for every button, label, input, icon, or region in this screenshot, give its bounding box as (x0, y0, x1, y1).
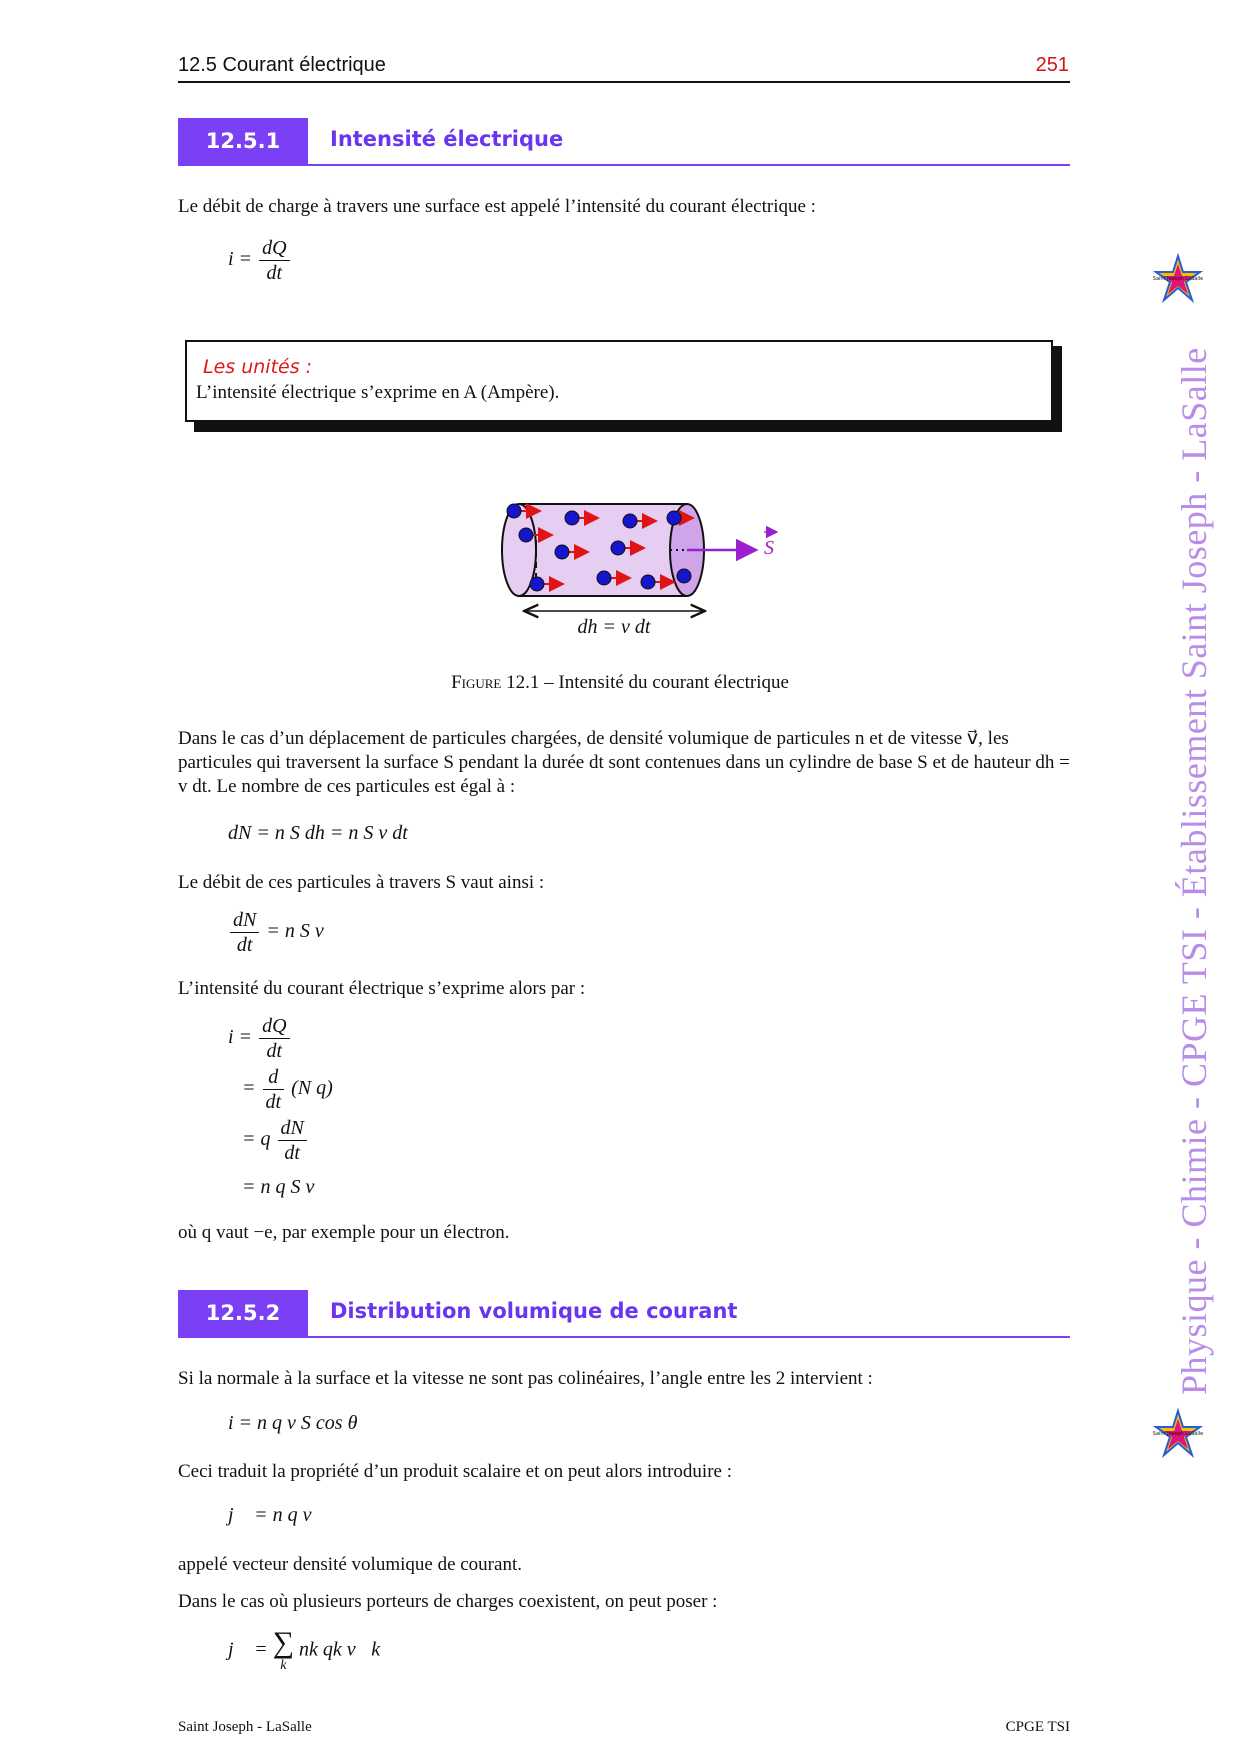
section-title: Distribution volumique de courant (330, 1299, 738, 1323)
particle (677, 569, 691, 583)
denominator: dt (266, 262, 283, 284)
equation-intensity (228, 236, 292, 285)
section-number: 12.5.2 (205, 1301, 281, 1325)
intro-paragraph: Le débit de charge à travers une surface est appelé l’intensité du courant électrique : (178, 196, 816, 217)
fraction (230, 908, 259, 957)
paragraph-particles: Dans le cas d’un déplacement de particules chargées, de densité volumique de particules n et de vitesse v⃗, les particules qui traversent la surface S pendant la durée dt sont contenues dans un cylindre de base S et de hauteur dh = v dt. Le nombre de ces particules est égal à : (178, 728, 1070, 797)
units-title: Les unités : (203, 356, 313, 378)
eq-rhs: (N q) (291, 1077, 333, 1100)
equation-flux (228, 908, 324, 957)
section-title: Intensité électrique (330, 127, 564, 151)
section-number: 12.5.1 (205, 129, 281, 153)
section-rule (178, 164, 1070, 166)
sum-operator (273, 1628, 294, 1674)
fraction (263, 1065, 285, 1114)
eq-rhs: nk qk v⃗k (299, 1638, 381, 1661)
eq-equals: = q (242, 1128, 271, 1151)
equation-sum (228, 1628, 380, 1674)
logo-text: Saint Joseph LaSalle (1152, 276, 1204, 282)
paragraph-intensity: L’intensité du courant électrique s’exprime alors par : (178, 978, 586, 999)
denominator: dt (236, 934, 253, 956)
current-cylinder-figure (490, 490, 810, 650)
equation-j: j⃗ = n q v⃗ (228, 1504, 328, 1526)
header-rule (178, 81, 1070, 83)
equation-line-3 (242, 1116, 309, 1165)
caption-text: 12.1 – Intensité du courant électrique (506, 672, 789, 693)
length-label: dh = v dt (577, 616, 651, 638)
figure-caption (0, 672, 1240, 694)
numerator: dQ (259, 1014, 289, 1039)
units-box (185, 340, 1053, 422)
footer-left: Saint Joseph - LaSalle (178, 1719, 312, 1735)
equation-line-4: = n q S v (242, 1176, 315, 1198)
numerator: dN (278, 1116, 307, 1141)
section-number-box (178, 1290, 308, 1336)
eq-lhs: i = (228, 1026, 253, 1049)
caption-prefix: Figure (451, 672, 502, 693)
footer-right: CPGE TSI (1005, 1719, 1070, 1735)
units-text: L’intensité électrique s’exprime en A (Ampère). (196, 382, 560, 403)
numerator: dN (230, 908, 259, 933)
eq-equals: = (242, 1077, 256, 1100)
eq-lhs: i = (228, 248, 253, 271)
paragraph-vector-name: appelé vecteur densité volumique de courant. (178, 1554, 522, 1575)
paragraph-scalar: Ceci traduit la propriété d’un produit scalaire et on peut alors introduire : (178, 1461, 732, 1482)
school-logo-star (1152, 250, 1204, 310)
numerator: dQ (259, 236, 289, 261)
section-rule (178, 1336, 1070, 1338)
running-header-section: 12.5 Courant électrique (178, 54, 386, 76)
equation-line-2 (242, 1065, 333, 1114)
equation-dN: dN = n S dh = n S v dt (228, 822, 408, 844)
sidebar-vertical-text: Physique - Chimie - CPGE TSI - Établissement Saint Joseph - LaSalle (1174, 347, 1214, 1395)
logo-text: Saint Joseph LaSalle (1152, 1431, 1204, 1437)
paragraph-electron: où q vaut −e, par exemple pour un électron. (178, 1222, 510, 1243)
fraction (259, 236, 289, 285)
equation-cos: i = n q v S cos θ (228, 1412, 358, 1434)
surface-vector-label: S (764, 537, 774, 559)
paragraph-angle: Si la normale à la surface et la vitesse ne sont pas colinéaires, l’angle entre les 2 intervient : (178, 1368, 873, 1389)
denominator: dt (266, 1040, 283, 1062)
equation-line-1 (228, 1014, 292, 1063)
eq-lhs: j⃗ = (228, 1638, 268, 1661)
fraction (259, 1014, 289, 1063)
paragraph-multiple: Dans le cas où plusieurs porteurs de charges coexistent, on peut poser : (178, 1591, 718, 1612)
fraction (278, 1116, 307, 1165)
school-logo-star (1152, 1405, 1204, 1465)
section-number-box (178, 118, 308, 164)
sum-index: k (280, 1658, 287, 1673)
sum-symbol: ∑ (272, 1626, 294, 1659)
denominator: dt (284, 1142, 300, 1164)
numerator: d (263, 1065, 285, 1090)
denominator: dt (265, 1091, 282, 1113)
paragraph-flux: Le débit de ces particules à travers S vaut ainsi : (178, 872, 545, 893)
eq-rhs: = n S v (266, 920, 324, 943)
page-number: 251 (1035, 54, 1069, 76)
